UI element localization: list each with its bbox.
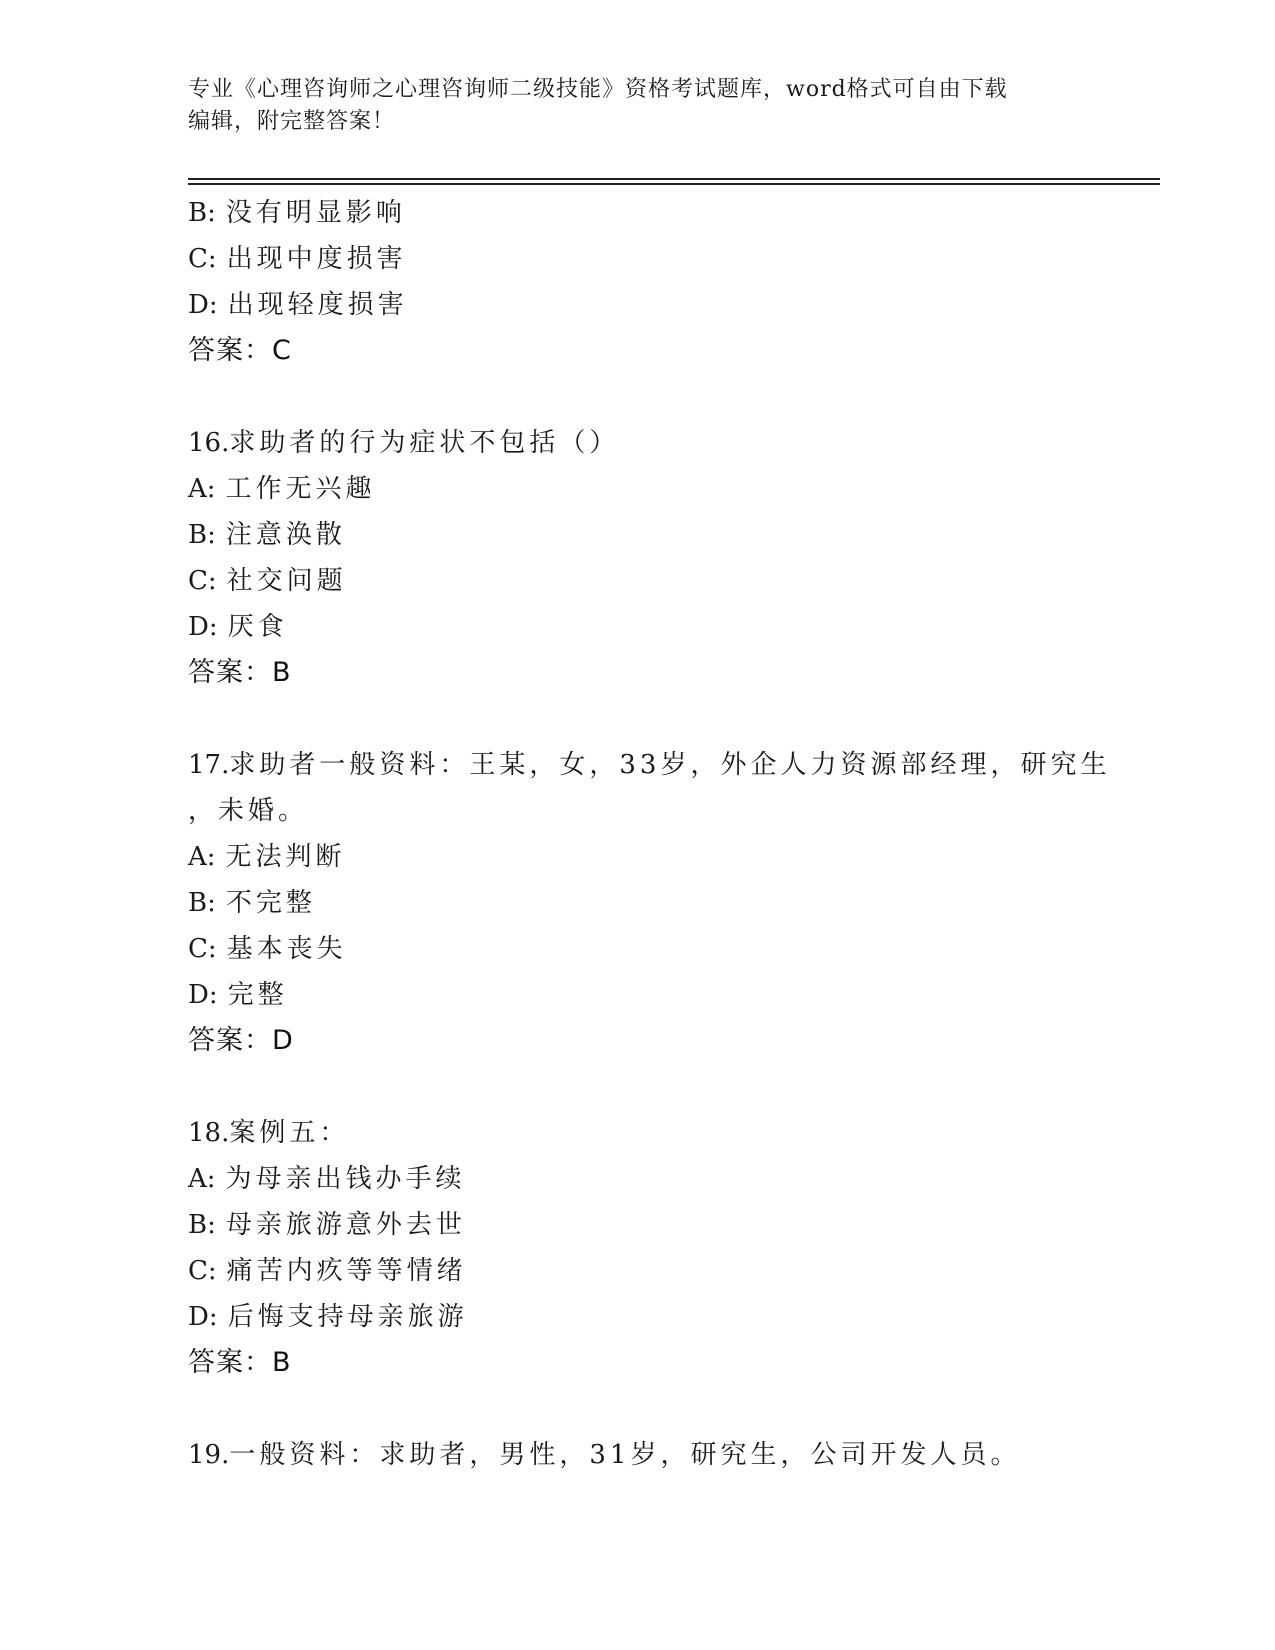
header-line-2: 编辑，附完整答案！ [188,109,396,134]
option-c: C: 出现中度损害 [188,244,407,274]
option-c: C: 社交问题 [188,566,347,596]
question-16 [188,420,1088,696]
answer: 答案：B [188,1347,292,1378]
option-a: A: 无法判断 [188,842,346,872]
option-d: D: 后悔支持母亲旅游 [188,1302,468,1332]
header-line-1: 专业《心理咨询师之心理咨询师二级技能》资格考试题库，word格式可自由下载 [188,77,1008,102]
answer: 答案：B [188,657,292,688]
question-19 [188,1432,1088,1478]
question-stem-continued: ，未婚。 [188,796,309,826]
header-divider-top [188,178,1160,180]
option-d: D: 厌食 [188,612,288,642]
question-stem: 19.一般资料：求助者，男性，31岁，研究生，公司开发人员。 [188,1440,1021,1470]
answer: 答案：D [188,1025,294,1056]
option-a: A: 工作无兴趣 [188,474,376,504]
option-d: D: 完整 [188,980,288,1010]
option-c: C: 基本丧失 [188,934,347,964]
question-list [188,190,1111,1478]
header-divider-bottom [188,183,1160,185]
question-stem: 16.求助者的行为症状不包括（） [188,428,620,458]
question-15-continued [188,190,1088,374]
answer: 答案：C [188,335,292,366]
question-stem: 17.求助者一般资料：王某，女，33岁，外企人力资源部经理，研究生 [188,750,1111,780]
question-17 [188,742,1111,1064]
option-a: A: 为母亲出钱办手续 [188,1164,466,1194]
option-d: D: 出现轻度损害 [188,290,408,320]
question-stem: 18.案例五： [188,1118,350,1148]
question-18 [188,1110,1088,1386]
option-b: B: 注意涣散 [188,520,346,550]
option-b: B: 母亲旅游意外去世 [188,1210,466,1240]
option-c: C: 痛苦内疚等等情绪 [188,1256,467,1286]
option-b: B: 没有明显影响 [188,198,406,228]
document-header [188,74,1088,138]
option-b: B: 不完整 [188,888,316,918]
